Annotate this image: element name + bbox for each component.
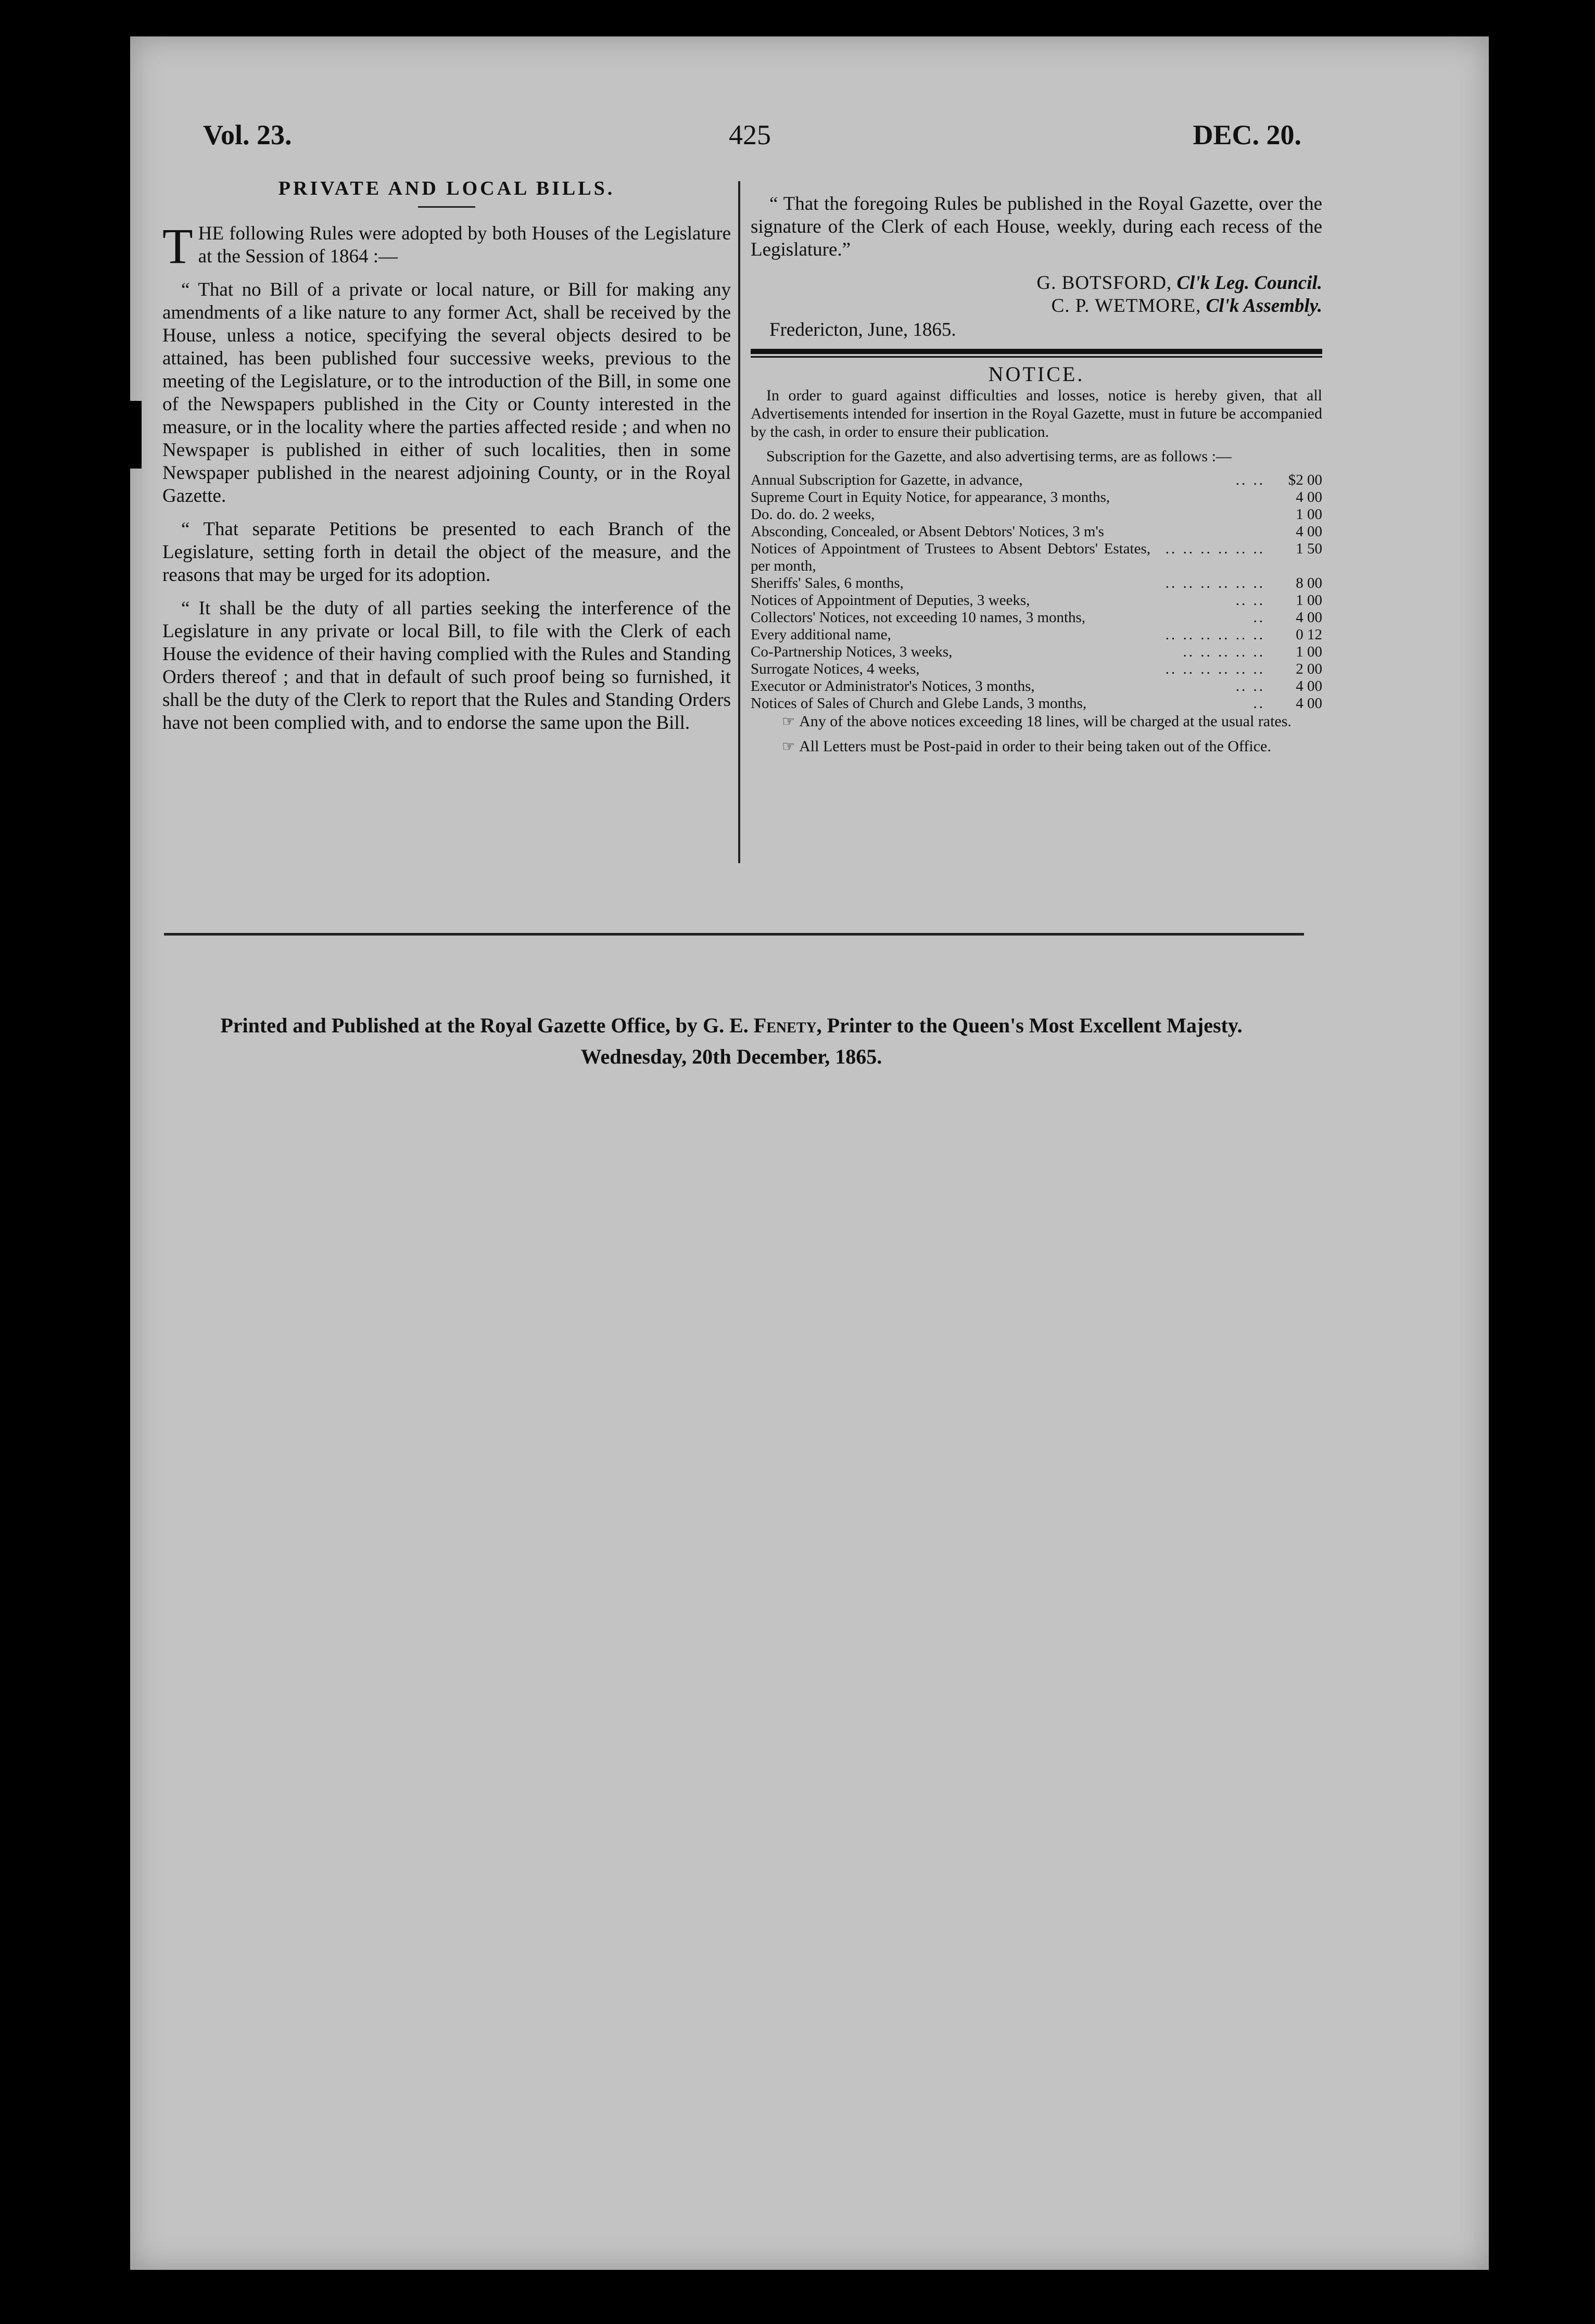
rate-row — [751, 592, 1322, 609]
rate-label: Notices of Sales of Church and Glebe Lands, 3 months, — [751, 695, 1087, 712]
rule-paragraph: “ It shall be the duty of all parties seeking the interference of the Legislature in any private or local Bill, to file with the Clerk of each House the evidence of their having complied with the Rules and Standing Orders thereof ; and that in default of such proof being so furnished, it shall be the duty of the Clerk to report that the Rules and Standing Orders have not been complied with, and to endorse the same upon the Bill. — [162, 598, 731, 734]
pointing-hand-icon: ☞ — [782, 714, 795, 730]
issue-date-header: DEC. 20. — [1193, 119, 1301, 150]
rate-dots — [1150, 523, 1265, 540]
rate-label: Notices of Appointment of Deputies, 3 weeks, — [751, 592, 1030, 609]
overlength-note — [751, 712, 1322, 731]
rate-dots: .. .. .. .. .. .. — [1165, 661, 1265, 677]
footer-divider — [164, 933, 1304, 936]
page-number: 425 — [729, 119, 771, 150]
rate-dots: .. .. .. .. .. .. — [1165, 540, 1265, 557]
notice-title: NOTICE. — [988, 362, 1085, 386]
rate-dots — [1150, 489, 1265, 506]
thick-rule — [751, 349, 1322, 354]
rate-row — [751, 506, 1322, 523]
rate-dots: .. .. .. .. .. .. — [1165, 626, 1265, 643]
rate-label: Every additional name, — [751, 626, 891, 643]
signature-name: G. BOTSFORD, — [1036, 272, 1172, 294]
rates-table — [751, 472, 1322, 712]
rate-label: Do. do. do. 2 weeks, — [751, 506, 875, 523]
rate-row — [751, 489, 1322, 506]
imprint-footer — [156, 1010, 1307, 1072]
intro-text: HE following Rules were adopted by both Houses of the Legislature at the Session of 1864 :— — [198, 223, 731, 267]
rule-paragraph: “ That no Bill of a private or local nature, or Bill for making any amendments of a like nature to any former Act, shall be received by the House, unless a notice, specifying the several objects desired to be attained, has been published four successive weeks, previous to the meeting of the Legislature, or to the introduction of the Bill, in some one of the Newspapers published in the City or County interested in the measure, or in the locality where the parties affected reside ; and when no Newspaper is published in either of such localities, then in some Newspaper published in the nearest adjoining County, or in the Royal Gazette. — [162, 279, 731, 507]
rate-dots: .. .. .. .. .. .. — [1165, 575, 1265, 591]
rate-value: 4 00 — [1296, 523, 1322, 540]
right-column — [751, 193, 1322, 762]
imprint-start: Printed and Published at the Royal Gazette Office, by G. E. — [220, 1014, 749, 1037]
section-title: PRIVATE AND LOCAL BILLS. — [278, 178, 615, 199]
signature-botsford — [751, 272, 1322, 295]
rate-row — [751, 575, 1322, 592]
rate-dots: .. — [1253, 609, 1265, 626]
rate-dots — [1150, 506, 1265, 523]
rate-row — [751, 678, 1322, 695]
rate-value: 1 00 — [1296, 592, 1322, 609]
postpaid-note — [751, 737, 1322, 756]
drop-cap: T — [162, 218, 193, 274]
issue-date-footer: Wednesday, 20th December, 1865. — [580, 1045, 882, 1068]
page-header — [203, 119, 1301, 166]
rate-value: $2 00 — [1288, 472, 1322, 488]
rate-row — [751, 472, 1322, 489]
notice-body: In order to guard against difficulties and losses, notice is hereby given, that all Advertisements intended for insertion in the Royal Gazette, must in future be accompanied by the cash, in order to ensure their publication. — [751, 387, 1322, 440]
imprint-line — [156, 1010, 1307, 1041]
rate-row — [751, 540, 1322, 575]
rate-row — [751, 695, 1322, 712]
rate-row — [751, 661, 1322, 678]
rate-row — [751, 523, 1322, 540]
signature-title: Cl'k Assembly. — [1206, 295, 1322, 317]
rate-value: 2 00 — [1296, 661, 1322, 677]
title-rule — [418, 206, 475, 208]
rate-label: Annual Subscription for Gazette, in advance, — [751, 472, 1023, 488]
rate-value: 4 00 — [1296, 695, 1322, 712]
rate-row — [751, 626, 1322, 643]
rate-label: Surrogate Notices, 4 weeks, — [751, 661, 920, 677]
postpaid-note-text: All Letters must be Post-paid in order to their being taken out of the Office. — [799, 738, 1271, 755]
page-edge-tear — [121, 401, 142, 469]
thin-rule — [751, 356, 1322, 358]
terms-intro: Subscription for the Gazette, and also advertising terms, are as follows :— — [766, 448, 1232, 465]
notice-section — [751, 362, 1322, 756]
rate-value: 1 50 — [1296, 540, 1322, 557]
rule-paragraph: “ That separate Petitions be presented to each Branch of the Legislature, setting forth in detail the object of the measure, and the reasons that may be urged for its adoption. — [162, 519, 731, 586]
rate-label: Absconding, Concealed, or Absent Debtors' Notices, 3 m's — [751, 523, 1104, 540]
rate-dots: .. .. — [1235, 678, 1265, 694]
rate-label: Supreme Court in Equity Notice, for appearance, 3 months, — [751, 489, 1110, 506]
column-divider — [738, 181, 740, 863]
publication-rule: “ That the foregoing Rules be published in the Royal Gazette, over the signature of the Clerk of each House, weekly, during each recess of the Legislature.” — [751, 193, 1322, 260]
signature-title: Cl'k Leg. Council. — [1176, 272, 1322, 294]
rate-label: Executor or Administrator's Notices, 3 months, — [751, 678, 1035, 694]
rate-label: Co-Partnership Notices, 3 weeks, — [751, 643, 953, 660]
left-column — [162, 177, 731, 745]
printer-surname: Fenety — [753, 1014, 817, 1037]
rate-value: 4 00 — [1296, 609, 1322, 626]
imprint-end: , Printer to the Queen's Most Excellent Majesty. — [816, 1014, 1243, 1037]
rate-label: Collectors' Notices, not exceeding 10 names, 3 months, — [751, 609, 1086, 626]
signature-name: C. P. WETMORE, — [1051, 295, 1201, 317]
rate-dots: .. — [1253, 695, 1265, 712]
rate-value: 4 00 — [1296, 489, 1322, 506]
rate-label: Notices of Appointment of Trustees to Absent Debtors' Estates, per month, — [751, 540, 1150, 574]
rate-label: Sheriffs' Sales, 6 months, — [751, 575, 904, 591]
rate-value: 8 00 — [1296, 575, 1322, 591]
rate-value: 4 00 — [1296, 678, 1322, 694]
rate-value: 0 12 — [1296, 626, 1322, 643]
volume-label: Vol. 23. — [203, 119, 292, 150]
rate-dots: .. .. .. .. .. — [1183, 643, 1265, 660]
intro-paragraph — [162, 218, 731, 274]
overlength-note-text: Any of the above notices exceeding 18 lines, will be charged at the usual rates. — [799, 713, 1292, 730]
rate-dots: .. .. — [1235, 592, 1265, 609]
pointing-hand-icon: ☞ — [782, 739, 795, 755]
rate-row — [751, 609, 1322, 626]
place-date: Fredericton, June, 1865. — [769, 319, 956, 340]
rate-value: 1 00 — [1296, 506, 1322, 523]
signature-wetmore — [751, 295, 1322, 318]
rate-value: 1 00 — [1296, 643, 1322, 660]
rate-row — [751, 643, 1322, 661]
rate-dots: .. .. — [1235, 472, 1265, 488]
